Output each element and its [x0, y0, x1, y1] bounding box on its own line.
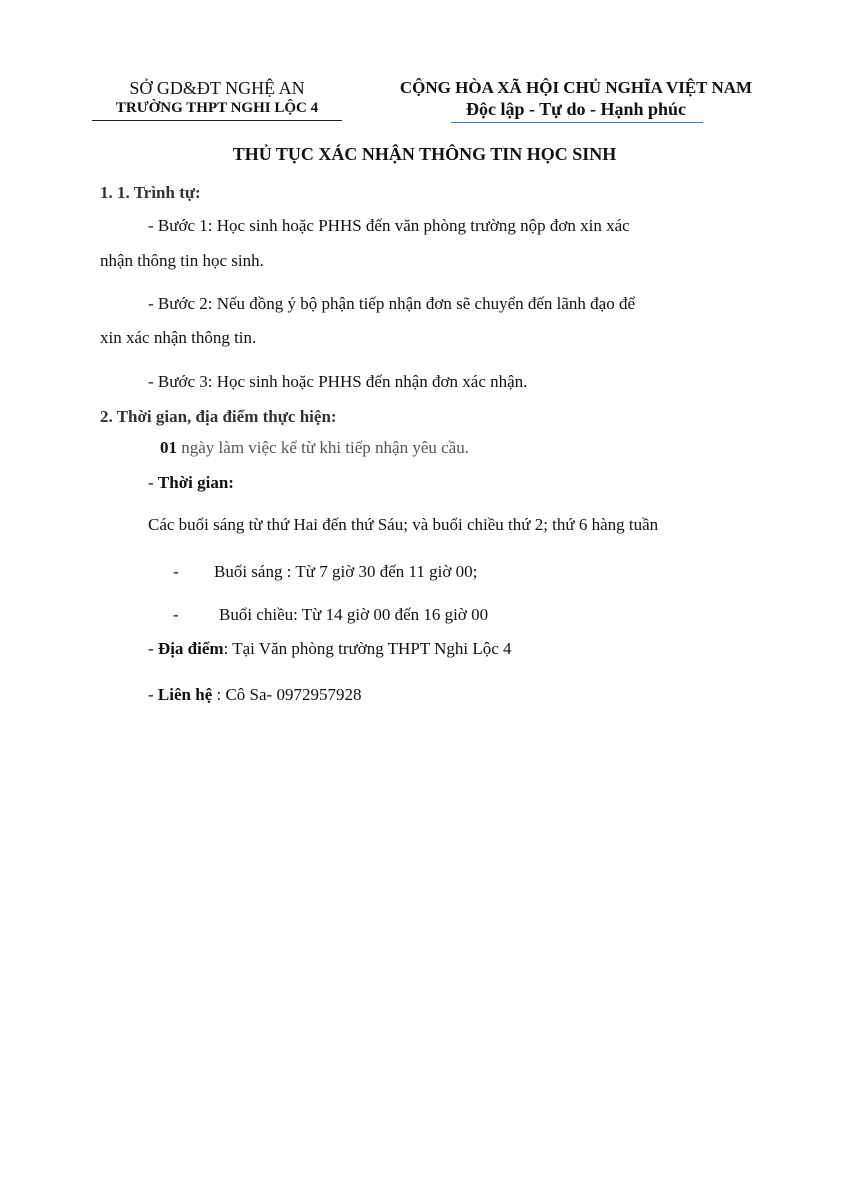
step3-line: - Bước 3: Học sinh hoặc PHHS đến nhận đơn xác nhận. — [148, 372, 528, 391]
document-title: THỦ TỤC XÁC NHẬN THÔNG TIN HỌC SINH — [232, 144, 617, 164]
national-title: CỘNG HÒA XÃ HỘI CHỦ NGHĨA VIỆT NAM — [399, 78, 753, 97]
place-label: Địa điểm — [157, 639, 224, 658]
step1-line1: - Bước 1: Học sinh hoặc PHHS đến văn phòng trường nộp đơn xin xác — [148, 216, 630, 235]
place-line — [148, 639, 512, 659]
time-description: Các buổi sáng từ thứ Hai đến thứ Sáu; và buổi chiều thứ 2; thứ 6 hàng tuần — [148, 515, 659, 534]
afternoon-hours: Buổi chiều: Từ 14 giờ 00 đến 16 giờ 00 — [219, 605, 489, 624]
time-label: Thời gian: — [157, 473, 234, 492]
morning-hours: Buổi sáng : Từ 7 giờ 30 đến 11 giờ 00; — [214, 562, 478, 581]
time-prefix: - — [148, 473, 158, 492]
duration-number: 01 — [160, 438, 177, 457]
step1-line2: nhận thông tin học sinh. — [100, 251, 264, 270]
national-motto: Độc lập - Tự do - Hạnh phúc — [465, 99, 687, 119]
bullet-dash-afternoon: - — [173, 605, 179, 624]
duration-line — [160, 438, 469, 458]
department-name: SỞ GD&ĐT NGHỆ AN — [129, 78, 305, 98]
contact-value: : Cô Sa- 0972957928 — [212, 685, 362, 704]
school-name: TRƯỜNG THPT NGHI LỘC 4 — [115, 100, 319, 116]
contact-label: Liên hệ — [157, 685, 213, 704]
section2-heading: 2. Thời gian, địa điểm thực hiện: — [100, 407, 337, 426]
place-value: : Tại Văn phòng trường THPT Nghi Lộc 4 — [223, 639, 512, 658]
contact-line — [148, 685, 361, 705]
time-heading — [148, 473, 234, 493]
bullet-dash-morning: - — [173, 562, 179, 581]
section1-heading: 1. 1. Trình tự: — [100, 183, 201, 202]
motto-underline — [451, 122, 703, 123]
contact-prefix: - — [148, 685, 158, 704]
place-prefix: - — [148, 639, 158, 658]
school-name-underline — [92, 120, 342, 121]
duration-text: ngày làm việc kể từ khi tiếp nhận yêu cầu. — [177, 438, 469, 457]
step2-line2: xin xác nhận thông tin. — [100, 328, 257, 347]
step2-line1: - Bước 2: Nếu đồng ý bộ phận tiếp nhận đơn sẽ chuyển đến lãnh đạo để — [148, 294, 636, 313]
